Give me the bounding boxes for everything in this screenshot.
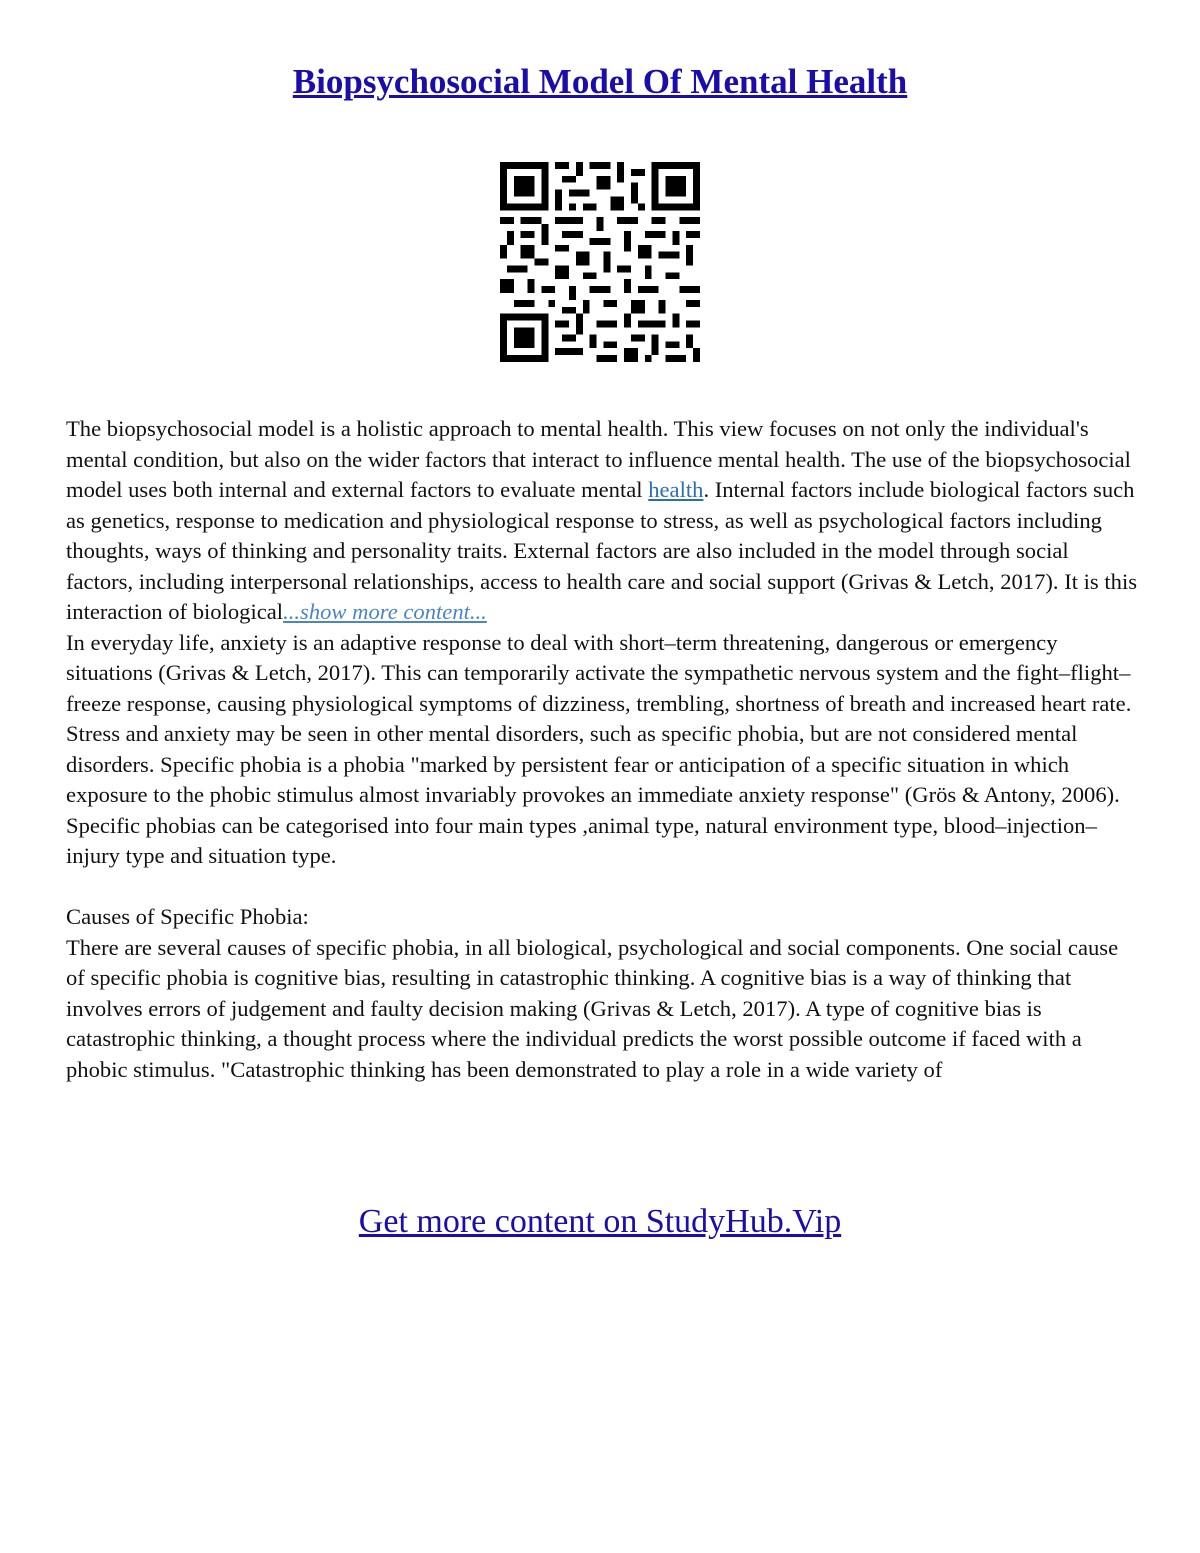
health-link[interactable]: health bbox=[648, 477, 704, 502]
paragraph-anxiety: In everyday life, anxiety is an adaptive response to deal with short–term threatening, dangerous or emergency situations (Grivas & Letch, 2017). This can temporarily activate the sympathetic nervous system and the fight–flight–freeze response, causing physiological symptoms of dizziness, trembling, shortness of breath and increased heart rate. Stress and anxiety may be seen in other mental disorders, such as specific phobia, but are not considered mental disorders. Specific phobia is a phobia "marked by persistent fear or anticipation of a specific situation in which exposure to the phobic stimulus almost invariably provokes an immediate anxiety response" (Grös & Antony, 2006). Specific phobias can be categorised into four main types ,animal type, natural environment type, blood–injection–injury type and situation type. bbox=[66, 629, 1132, 868]
section-heading: Causes of Specific Phobia: bbox=[66, 904, 309, 929]
intro-text-end: . Internal factors include biological factors such as genetics, response to medication and physiological response to stress, as well as psychological factors including thoughts, ways of thinking and personality traits. External factors are also included in the model through social factors, including interpersonal relationships, access to health care and social support (Grivas & Letch, 2017). It is this interaction of biological bbox=[66, 477, 1138, 624]
show-more-link[interactable]: ...show more content... bbox=[283, 599, 487, 624]
paragraph-causes: There are several causes of specific phobia, in all biological, psychological and social components. One social cause of specific phobia is cognitive bias, resulting in catastrophic thinking. A cognitive bias is a way of thinking that involves errors of judgement and faulty decision making (Grivas & Letch, 2017). A type of cognitive bias is catastrophic thinking, a thought process where the individual predicts the worst possible outcome if faced with a phobic stimulus. "Catastrophic thinking has been demonstrated to play a role in a wide variety of bbox=[66, 934, 1119, 1082]
studyhub-link[interactable]: Get more content on StudyHub.Vip bbox=[358, 1203, 842, 1240]
title-link[interactable]: Biopsychosocial Model Of Mental Health bbox=[292, 62, 908, 101]
paragraph-intro bbox=[66, 414, 1138, 628]
page-title bbox=[0, 62, 1200, 102]
footer bbox=[0, 1203, 1200, 1241]
paragraph-spacer bbox=[66, 872, 1138, 903]
intro-text-start: The biopsychosocial model is a holistic approach to mental health. This view focuses on not only the individual's mental condition, but also on the wider factors that interact to influence mental health. The use of the biopsychosocial model uses both internal and external factors to evaluate mental bbox=[66, 416, 1131, 502]
qr-code-icon bbox=[500, 162, 700, 362]
article-body bbox=[66, 414, 1138, 1085]
